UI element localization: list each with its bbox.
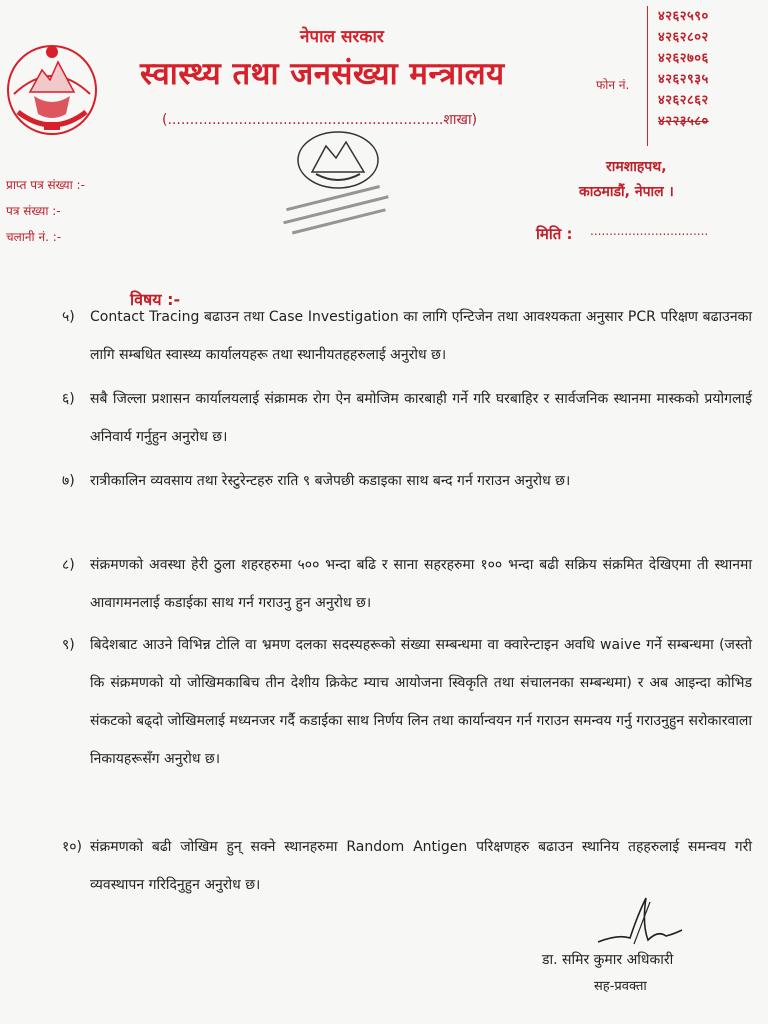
signature-mark xyxy=(588,894,688,958)
dispatch-number: चलानी नं. :- xyxy=(6,230,62,244)
list-item xyxy=(62,828,752,904)
branch-line: (..............................................................शाखा) xyxy=(162,112,478,128)
phone-number: ४२२३५८० xyxy=(658,114,709,129)
address-line-2: काठमाडौं, नेपाल । xyxy=(579,184,674,200)
list-item xyxy=(62,380,752,456)
item-number: ५) xyxy=(62,309,75,325)
nepal-emblem-icon xyxy=(4,38,100,142)
item-number: ९) xyxy=(62,637,75,653)
list-item xyxy=(62,626,752,778)
signatory-title: सह-प्रवक्ता xyxy=(594,979,647,994)
list-item xyxy=(62,298,752,374)
item-number: १०) xyxy=(62,839,83,855)
item-number: ७) xyxy=(62,473,75,489)
phone-number: ४२६२८०२ xyxy=(658,30,709,45)
letter-number: पत्र संख्या :- xyxy=(6,204,61,218)
phone-number: ४२६२९३५ xyxy=(658,72,709,87)
item-number: ८) xyxy=(62,557,75,573)
list-item xyxy=(62,462,752,500)
item-text: सबै जिल्ला प्रशासन कार्यालयलाई संक्रामक रोग ऐन बमोजिम कारबाही गर्ने गरि घरबाहिर र सार्वजनिक स्थानमा मास्कको प्रयोगलाई अनिवार्य गर्नुहुन अनुरोध छ। xyxy=(90,391,752,445)
received-letter-number: प्राप्त पत्र संख्या :- xyxy=(6,178,85,192)
phone-number: ४२६२७०६ xyxy=(658,51,709,66)
item-text: संक्रमणको बढी जोखिम हुन् सक्ने स्थानहरुमा Random Antigen परिक्षणहरु बढाउन स्थानिय तहहरुलाई समन्वय गरी व्यवस्थापन गरिदिनुहुन अनुरोध छ। xyxy=(90,839,752,893)
government-title: नेपाल सरकार xyxy=(300,27,384,47)
subject-label: विषय :- xyxy=(130,290,181,309)
date-label: मिति : xyxy=(536,225,573,243)
item-text: Contact Tracing बढाउन तथा Case Investigation का लागि एन्टिजेन तथा आवश्यकता अनुसार PCR परिक्षण बढाउनका लागि सम्बधित स्वास्थ्य कार्यालयहरू तथा स्थानीयतहहरुलाई अनुरोध छ। xyxy=(90,309,752,363)
date-field: ............................... xyxy=(590,224,709,238)
item-text: संक्रमणको अवस्था हेरी ठुला शहरहरुमा ५०० भन्दा बढि र साना सहरहरुमा १०० भन्दा बढी सक्रिय संक्रमित देखिएमा ती स्थानमा आवागमनलाई कडाईका साथ गर्न गराउनु हुन अनुरोध छ। xyxy=(90,557,752,611)
item-number: ६) xyxy=(62,391,75,407)
address-line-1: रामशाहपथ, xyxy=(606,159,667,175)
phone-list xyxy=(648,6,758,132)
ministry-title: स्वास्थ्य तथा जनसंख्या मन्त्रालय xyxy=(140,56,505,92)
phone-label: फोन नं. xyxy=(596,78,630,92)
list-item xyxy=(62,546,752,622)
office-seal-stamp xyxy=(268,128,408,252)
signatory-name: डा. समिर कुमार अधिकारी xyxy=(542,952,674,968)
item-text: रात्रीकालिन व्यवसाय तथा रेस्टुरेन्टहरु राति ९ बजेपछी कडाइका साथ बन्द गर्न गराउन अनुरोध छ। xyxy=(90,473,571,489)
phone-number: ४२६२५९० xyxy=(658,9,709,24)
phone-number: ४२६२८६२ xyxy=(658,93,709,108)
item-text: बिदेशबाट आउने विभिन्न टोलि वा भ्रमण दलका सदस्यहरूको संख्या सम्बन्धमा वा क्वारेन्टाइन अवधि waive गर्ने सम्बन्धमा (जस्तो कि संक्रमणको यो जोखिमकाबिच तीन देशीय क्रिकेट म्याच आयोजना स्विकृति तथा संचालनका सम्बन्धमा) र अब आइन्दा कोभिड संकटको बढ्दो जोखिमलाई मध्यनजर गर्दै कडाईका साथ निर्णय लिन तथा कार्यान्वयन गर्न गराउन समन्वय गर्नु गराउनुहुन सरोकारवाला निकायहरूसँग अनुरोध छ। xyxy=(90,637,752,767)
phone-box xyxy=(647,6,758,146)
